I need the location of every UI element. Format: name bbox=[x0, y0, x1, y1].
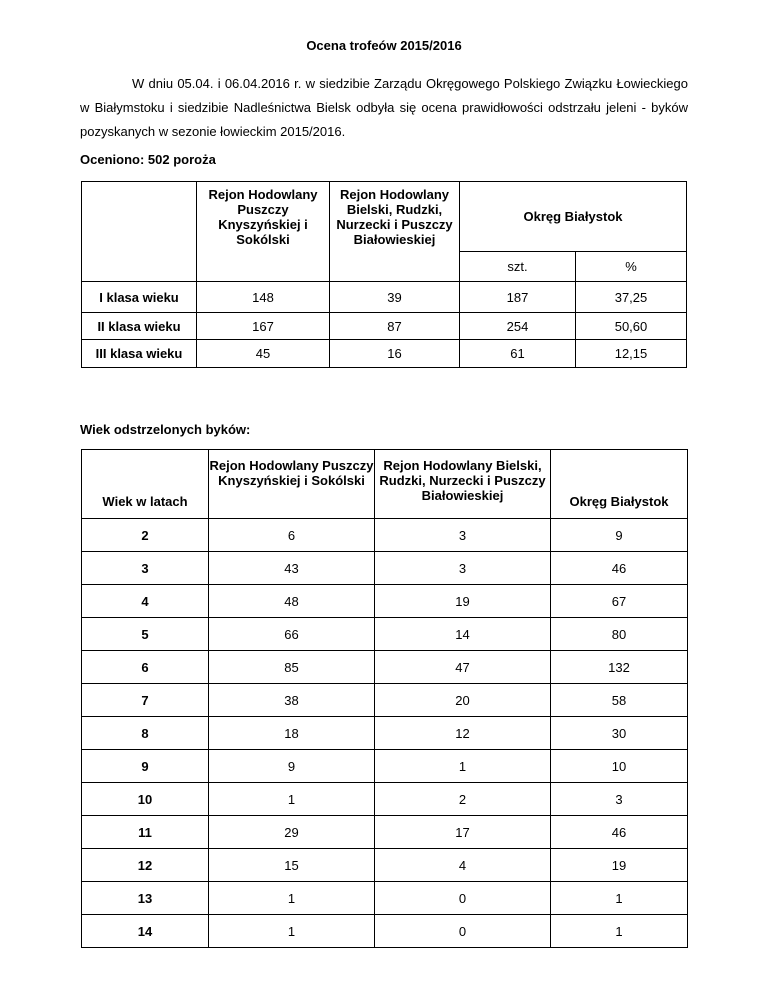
wiek-cell: 3 bbox=[82, 552, 209, 585]
wiek-cell: 4 bbox=[82, 585, 209, 618]
cell: 6 bbox=[209, 519, 375, 552]
wiek-cell: 8 bbox=[82, 717, 209, 750]
t1-header-col2: Rejon Hodowlany Bielski, Rudzki, Nurzecki i Puszczy Białowieskiej bbox=[330, 182, 460, 282]
table-row bbox=[82, 915, 688, 948]
wiek-cell: 7 bbox=[82, 684, 209, 717]
table-row bbox=[82, 585, 688, 618]
cell: 0 bbox=[375, 915, 551, 948]
table-row bbox=[82, 849, 688, 882]
cell: 67 bbox=[551, 585, 688, 618]
cell: 80 bbox=[551, 618, 688, 651]
cell: 9 bbox=[209, 750, 375, 783]
cell: 0 bbox=[375, 882, 551, 915]
cell: 1 bbox=[209, 882, 375, 915]
t1-header-empty bbox=[82, 182, 197, 282]
cell: 39 bbox=[330, 282, 460, 313]
table-row bbox=[82, 717, 688, 750]
wiek-cell: 13 bbox=[82, 882, 209, 915]
cell: 2 bbox=[375, 783, 551, 816]
cell: 29 bbox=[209, 816, 375, 849]
cell: 3 bbox=[375, 519, 551, 552]
cell: 38 bbox=[209, 684, 375, 717]
wiek-cell: 11 bbox=[82, 816, 209, 849]
intro-paragraph: W dniu 05.04. i 06.04.2016 r. w siedzibie Zarządu Okręgowego Polskiego Związku Łowieckiego w Białymstoku i siedzibie Nadleśnictwa Bielsk odbyła się ocena prawidłowości odstrzału jeleni - byków pozyskanych w sezonie łowieckim 2015/2016. bbox=[80, 76, 688, 139]
table-row bbox=[82, 519, 688, 552]
cell: 3 bbox=[375, 552, 551, 585]
t1-header-col1: Rejon Hodowlany Puszczy Knyszyńskiej i Sokólski bbox=[197, 182, 330, 282]
table-row bbox=[82, 783, 688, 816]
table-row bbox=[82, 618, 688, 651]
row-label: I klasa wieku bbox=[82, 282, 197, 313]
class-age-table bbox=[81, 181, 687, 368]
cell: 50,60 bbox=[576, 313, 687, 340]
cell: 1 bbox=[551, 915, 688, 948]
cell: 85 bbox=[209, 651, 375, 684]
cell: 148 bbox=[197, 282, 330, 313]
t2-header-wiek: Wiek w latach bbox=[82, 450, 209, 519]
table-row bbox=[82, 552, 688, 585]
cell: 12,15 bbox=[576, 340, 687, 368]
wiek-cell: 12 bbox=[82, 849, 209, 882]
cell: 4 bbox=[375, 849, 551, 882]
t2-header-okreg: Okręg Białystok bbox=[551, 450, 688, 519]
cell: 1 bbox=[551, 882, 688, 915]
wiek-cell: 14 bbox=[82, 915, 209, 948]
table-row bbox=[82, 882, 688, 915]
cell: 17 bbox=[375, 816, 551, 849]
row-label: III klasa wieku bbox=[82, 340, 197, 368]
cell: 47 bbox=[375, 651, 551, 684]
cell: 48 bbox=[209, 585, 375, 618]
table-row bbox=[82, 340, 687, 368]
table-row bbox=[82, 651, 688, 684]
table-row bbox=[82, 750, 688, 783]
cell: 30 bbox=[551, 717, 688, 750]
cell: 37,25 bbox=[576, 282, 687, 313]
t2-header-col1: Rejon Hodowlany Puszczy Knyszyńskiej i Sokólski bbox=[209, 450, 375, 519]
wiek-cell: 6 bbox=[82, 651, 209, 684]
oceniono-label: Oceniono: 502 poroża bbox=[80, 152, 216, 167]
cell: 187 bbox=[460, 282, 576, 313]
wiek-cell: 5 bbox=[82, 618, 209, 651]
cell: 16 bbox=[330, 340, 460, 368]
age-table bbox=[81, 449, 688, 948]
cell: 43 bbox=[209, 552, 375, 585]
cell: 66 bbox=[209, 618, 375, 651]
cell: 19 bbox=[551, 849, 688, 882]
cell: 1 bbox=[209, 783, 375, 816]
wiek-title: Wiek odstrzelonych byków: bbox=[80, 422, 251, 437]
cell: 12 bbox=[375, 717, 551, 750]
cell: 10 bbox=[551, 750, 688, 783]
cell: 9 bbox=[551, 519, 688, 552]
cell: 14 bbox=[375, 618, 551, 651]
wiek-cell: 9 bbox=[82, 750, 209, 783]
t1-header-pct: % bbox=[576, 252, 687, 282]
cell: 87 bbox=[330, 313, 460, 340]
cell: 20 bbox=[375, 684, 551, 717]
t1-header-okreg: Okręg Białystok bbox=[460, 182, 687, 252]
row-label: II klasa wieku bbox=[82, 313, 197, 340]
table-row bbox=[82, 816, 688, 849]
cell: 1 bbox=[375, 750, 551, 783]
cell: 58 bbox=[551, 684, 688, 717]
document-title: Ocena trofeów 2015/2016 bbox=[306, 38, 462, 53]
cell: 132 bbox=[551, 651, 688, 684]
cell: 1 bbox=[209, 915, 375, 948]
wiek-cell: 10 bbox=[82, 783, 209, 816]
cell: 45 bbox=[197, 340, 330, 368]
wiek-cell: 2 bbox=[82, 519, 209, 552]
table-row bbox=[82, 684, 688, 717]
cell: 167 bbox=[197, 313, 330, 340]
cell: 46 bbox=[551, 552, 688, 585]
cell: 3 bbox=[551, 783, 688, 816]
cell: 19 bbox=[375, 585, 551, 618]
t1-header-szt: szt. bbox=[460, 252, 576, 282]
t2-header-col2: Rejon Hodowlany Bielski, Rudzki, Nurzecki i Puszczy Białowieskiej bbox=[375, 450, 551, 519]
cell: 18 bbox=[209, 717, 375, 750]
cell: 15 bbox=[209, 849, 375, 882]
cell: 254 bbox=[460, 313, 576, 340]
cell: 61 bbox=[460, 340, 576, 368]
cell: 46 bbox=[551, 816, 688, 849]
table-row bbox=[82, 313, 687, 340]
table-row bbox=[82, 282, 687, 313]
